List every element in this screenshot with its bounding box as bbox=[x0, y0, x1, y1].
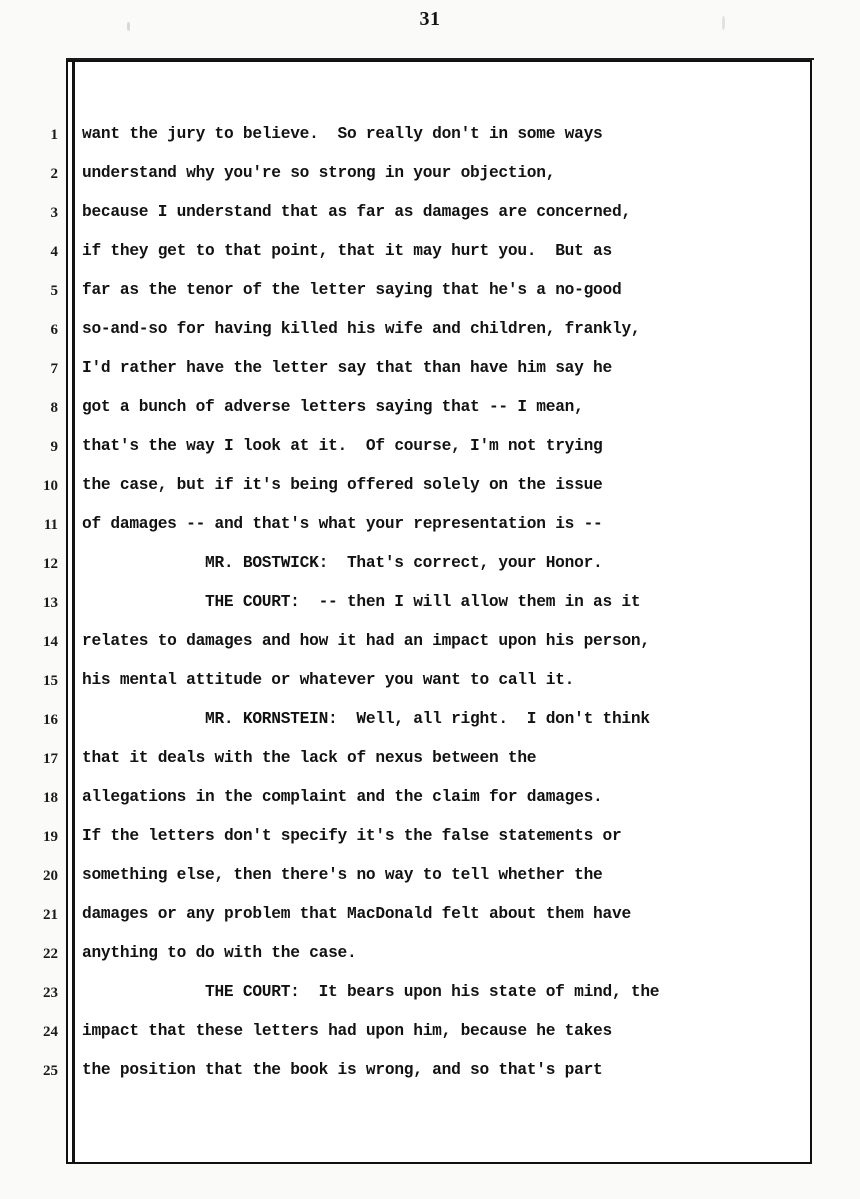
transcript-line-row bbox=[0, 980, 860, 1019]
line-text: that's the way I look at it. Of course, I'm not trying bbox=[82, 437, 603, 455]
transcript-line-row bbox=[0, 278, 860, 317]
transcript-line-row bbox=[0, 629, 860, 668]
transcript-line-row bbox=[0, 707, 860, 746]
line-number: 13 bbox=[43, 595, 58, 611]
line-number: 2 bbox=[50, 166, 58, 182]
line-text: his mental attitude or whatever you want to call it. bbox=[82, 671, 575, 689]
line-text: of damages -- and that's what your representation is -- bbox=[82, 515, 603, 533]
scan-artifact-speck-left bbox=[127, 22, 130, 31]
line-number: 7 bbox=[50, 361, 58, 377]
line-number: 20 bbox=[43, 868, 58, 884]
transcript-line-row bbox=[0, 239, 860, 278]
transcript-line-row bbox=[0, 590, 860, 629]
line-text: anything to do with the case. bbox=[82, 944, 357, 962]
line-text: the case, but if it's being offered solely on the issue bbox=[82, 476, 603, 494]
line-number: 16 bbox=[43, 712, 58, 728]
line-number: 3 bbox=[50, 205, 58, 221]
line-number: 11 bbox=[43, 517, 58, 533]
line-text: something else, then there's no way to tell whether the bbox=[82, 866, 603, 884]
line-number: 21 bbox=[43, 907, 58, 923]
line-text: MR. BOSTWICK: That's correct, your Honor. bbox=[205, 554, 603, 572]
line-number: 24 bbox=[43, 1024, 58, 1040]
line-text: if they get to that point, that it may hurt you. But as bbox=[82, 242, 612, 260]
line-text: relates to damages and how it had an impact upon his person, bbox=[82, 632, 650, 650]
transcript-line-row bbox=[0, 746, 860, 785]
line-text: allegations in the complaint and the claim for damages. bbox=[82, 788, 603, 806]
line-number: 15 bbox=[43, 673, 58, 689]
line-number: 9 bbox=[50, 439, 58, 455]
line-number: 23 bbox=[43, 985, 58, 1001]
line-text: because I understand that as far as damages are concerned, bbox=[82, 203, 631, 221]
line-text: understand why you're so strong in your objection, bbox=[82, 164, 556, 182]
transcript-line-row bbox=[0, 434, 860, 473]
line-number: 14 bbox=[43, 634, 58, 650]
line-text: want the jury to believe. So really don't in some ways bbox=[82, 125, 603, 143]
transcript-line-row bbox=[0, 1019, 860, 1058]
page-number: 31 bbox=[419, 8, 441, 30]
line-number: 4 bbox=[50, 244, 58, 260]
line-number: 5 bbox=[50, 283, 58, 299]
line-text: got a bunch of adverse letters saying that -- I mean, bbox=[82, 398, 584, 416]
transcript-line-row bbox=[0, 200, 860, 239]
transcript-line-row bbox=[0, 941, 860, 980]
line-number: 12 bbox=[43, 556, 58, 572]
transcript-line-row bbox=[0, 668, 860, 707]
line-number: 8 bbox=[50, 400, 58, 416]
line-number: 22 bbox=[43, 946, 58, 962]
transcript-line-row bbox=[0, 395, 860, 434]
transcript-line-row bbox=[0, 356, 860, 395]
line-number: 6 bbox=[50, 322, 58, 338]
transcript-lines bbox=[0, 122, 860, 1097]
line-number: 19 bbox=[43, 829, 58, 845]
line-text: MR. KORNSTEIN: Well, all right. I don't think bbox=[205, 710, 650, 728]
line-text: far as the tenor of the letter saying that he's a no-good bbox=[82, 281, 622, 299]
line-text: If the letters don't specify it's the false statements or bbox=[82, 827, 622, 845]
line-text: THE COURT: -- then I will allow them in as it bbox=[205, 593, 641, 611]
line-text: THE COURT: It bears upon his state of mind, the bbox=[205, 983, 660, 1001]
line-number: 10 bbox=[43, 478, 58, 494]
line-text: so-and-so for having killed his wife and children, frankly, bbox=[82, 320, 641, 338]
line-text: the position that the book is wrong, and so that's part bbox=[82, 1061, 603, 1079]
transcript-line-row bbox=[0, 551, 860, 590]
transcript-line-row bbox=[0, 473, 860, 512]
line-number: 25 bbox=[43, 1063, 58, 1079]
transcript-line-row bbox=[0, 512, 860, 551]
transcript-line-row bbox=[0, 785, 860, 824]
transcript-line-row bbox=[0, 317, 860, 356]
line-text: impact that these letters had upon him, because he takes bbox=[82, 1022, 612, 1040]
transcript-line-row bbox=[0, 1058, 860, 1097]
line-number: 17 bbox=[43, 751, 58, 767]
scan-artifact-speck-right bbox=[722, 16, 725, 30]
line-number: 18 bbox=[43, 790, 58, 806]
line-number: 1 bbox=[50, 127, 58, 143]
transcript-line-row bbox=[0, 122, 860, 161]
line-text: I'd rather have the letter say that than have him say he bbox=[82, 359, 612, 377]
transcript-line-row bbox=[0, 824, 860, 863]
transcript-line-row bbox=[0, 863, 860, 902]
transcript-line-row bbox=[0, 161, 860, 200]
line-text: damages or any problem that MacDonald felt about them have bbox=[82, 905, 631, 923]
transcript-line-row bbox=[0, 902, 860, 941]
line-text: that it deals with the lack of nexus between the bbox=[82, 749, 537, 767]
